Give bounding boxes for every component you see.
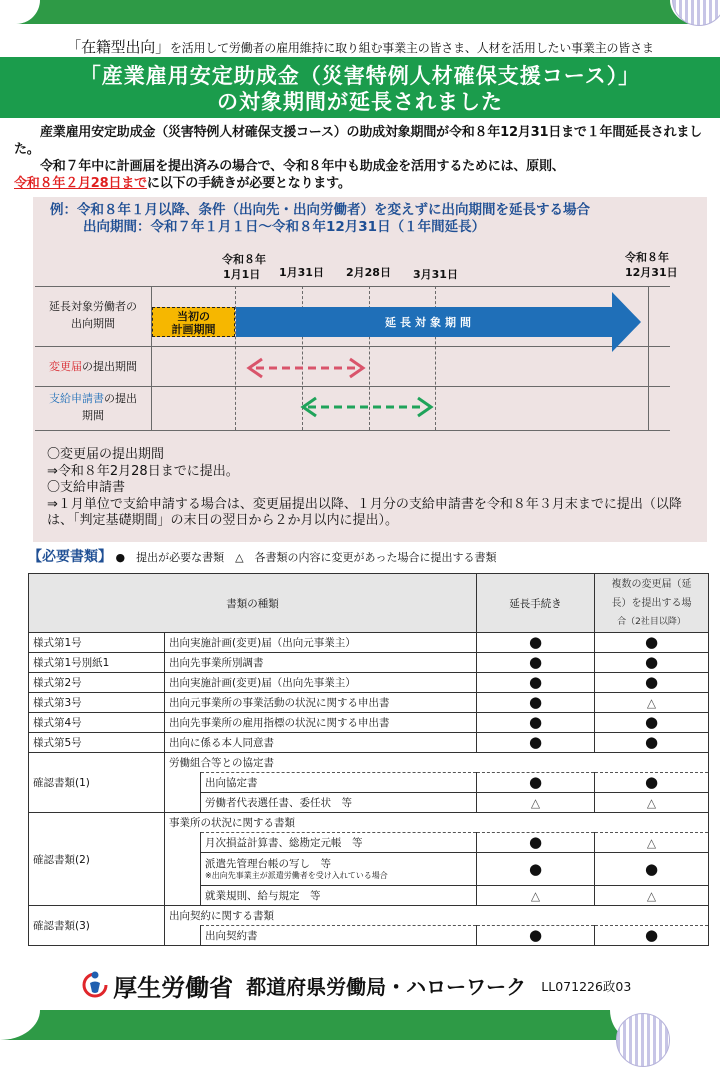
multiple-mark: ● — [595, 653, 709, 673]
date-label-jan31: 1月31日 — [279, 266, 324, 279]
extension-mark: ● — [477, 733, 595, 753]
group3-label: 確認書類(3) — [29, 906, 165, 946]
required-docs-title: 【必要書類】 — [28, 549, 112, 565]
timeline-arrows — [0, 0, 720, 440]
col-header-type: 書類の種類 — [29, 574, 477, 633]
multiple-mark: △ — [595, 793, 709, 813]
example-notes — [47, 447, 707, 530]
document-note: ※出向先事業主が派遣労働者を受け入れている場合 — [205, 871, 388, 880]
group3-heading: 出向契約に関する書類 — [165, 906, 709, 926]
initial-plan-line2: 計画期間 — [171, 323, 216, 336]
table-row — [29, 693, 709, 713]
extension-period-label: 延長対象期間 — [385, 316, 475, 329]
date-label-dec31-year: 令和８年 — [625, 251, 669, 264]
indent-cell — [165, 793, 201, 813]
group2-label: 確認書類(2) — [29, 813, 165, 906]
table-row — [29, 673, 709, 693]
date-label-jan1: 1月1日 — [223, 268, 261, 281]
note-1: 〇変更届の提出期間 — [47, 447, 165, 462]
extension-mark: ● — [477, 653, 595, 673]
indent-cell — [165, 773, 201, 793]
col-header-multiple — [595, 574, 709, 633]
row-label-target-line2: 出向期間 — [71, 317, 115, 330]
multiple-mark: △ — [595, 833, 709, 853]
intro-p2-b: に以下の手続きが必要となります。 — [146, 176, 351, 191]
date-label-dec31: 12月31日 — [625, 266, 678, 279]
form-number: 様式第1号別紙1 — [29, 653, 165, 673]
document-name: 出向先事業所別調書 — [165, 653, 477, 673]
extension-mark: ● — [477, 673, 595, 693]
col-header-multiple-line2: 長）を提出する場 — [611, 597, 692, 609]
col-header-multiple-line3: 合（2社目以降） — [617, 616, 686, 627]
intro-paragraph-1: 産業雇用安定助成金（災害特例人材確保支援コース）の助成対象期間が令和８年12月31日まで１年間延長されました。 — [14, 125, 702, 157]
page-title-line1: 「産業雇用安定助成金（災害特例人材確保支援コース）」 — [79, 64, 641, 88]
form-number: 様式第1号 — [29, 633, 165, 653]
table-row — [29, 633, 709, 653]
document-name-text: 派遣先管理台帳の写し 等 — [205, 858, 331, 870]
extension-mark: ● — [477, 693, 595, 713]
multiple-mark: ● — [595, 926, 709, 946]
document-name: 就業規則、給与規定 等 — [201, 886, 477, 906]
change-period-arrow — [249, 359, 363, 377]
extension-mark: ● — [477, 773, 595, 793]
extension-mark: ● — [477, 853, 595, 886]
row-label-change-red: 変更届 — [49, 360, 82, 373]
striped-circle-decoration-bottom — [616, 1013, 670, 1067]
form-number: 様式第5号 — [29, 733, 165, 753]
example-title-line1: 例：令和８年１月以降、条件（出向先・出向労働者）を変えずに出向期間を延長する場合 — [50, 202, 590, 218]
date-label-mar31: 3月31日 — [413, 268, 458, 281]
col-header-extension: 延長手続き — [477, 574, 595, 633]
document-name — [201, 853, 477, 886]
multiple-mark: ● — [595, 673, 709, 693]
extension-mark: △ — [477, 886, 595, 906]
audience-rest: を活用して労働者の雇用維持に取り組む事業主の皆さま、人材を活用したい事業主の皆さま — [169, 41, 654, 55]
document-name: 出向元事業所の事業活動の状況に関する申出書 — [165, 693, 477, 713]
col-header-multiple-line1: 複数の変更届（延 — [611, 578, 692, 590]
required-docs-heading — [28, 546, 496, 566]
bottom-band — [0, 1010, 720, 1040]
group1-label: 確認書類(1) — [29, 753, 165, 813]
extension-mark: △ — [477, 793, 595, 813]
group2-heading: 事業所の状況に関する書類 — [165, 813, 709, 833]
table-row — [29, 713, 709, 733]
bureau-name: 都道府県労働局・ハローワーク — [246, 975, 527, 999]
initial-plan-line1: 当初の — [177, 310, 210, 323]
intro-deadline-red: 令和８年２月28日まで — [14, 176, 147, 191]
extension-mark: ● — [477, 713, 595, 733]
ministry-name: 厚生労働省 — [113, 974, 234, 1002]
extension-mark: ● — [477, 833, 595, 853]
note-4: ⇒１月単位で支給申請する場合は、変更届提出以降、１月分の支給申請書を令和８年３月末までに提出（以降は、「判定基礎期間」の末日の翌日から２か月以内に提出）。 — [47, 496, 682, 528]
intro-p2-a: 令和７年中に計画届を提出済みの場合で、令和８年中も助成金を活用するためには、原則、 — [40, 159, 565, 174]
multiple-mark: ● — [595, 713, 709, 733]
document-name: 出向協定書 — [201, 773, 477, 793]
claim-period-arrow — [303, 398, 431, 416]
mhlw-logo-icon — [82, 970, 108, 1002]
indent-cell — [165, 886, 201, 906]
required-docs-legend: ● 提出が必要な書類 △ 各書類の内容に変更があった場合に提出する書類 — [115, 551, 497, 564]
document-code: LL071226政03 — [541, 978, 632, 994]
row-label-claim-rest2: 期間 — [82, 409, 104, 422]
row-label-claim-blue: 支給申請書 — [49, 392, 104, 405]
form-number: 様式第4号 — [29, 713, 165, 733]
multiple-mark: ● — [595, 733, 709, 753]
date-label-feb28: 2月28日 — [346, 266, 391, 279]
form-number: 様式第3号 — [29, 693, 165, 713]
document-name: 出向実施計画(変更)届（出向先事業主） — [165, 673, 477, 693]
audience-bracketed: 「在籍型出向」 — [66, 38, 170, 56]
bottom-band-notch-left — [0, 1010, 40, 1040]
extension-mark: ● — [477, 633, 595, 653]
multiple-mark: △ — [595, 886, 709, 906]
table-header-row — [29, 574, 709, 633]
table-row — [29, 653, 709, 673]
indent-cell — [165, 833, 201, 853]
multiple-mark: ● — [595, 853, 709, 886]
group3-heading-row — [29, 906, 709, 926]
table-row — [29, 733, 709, 753]
document-name: 月次損益計算書、総勘定元帳 等 — [201, 833, 477, 853]
multiple-mark: ● — [595, 773, 709, 793]
document-name: 出向実施計画(変更)届（出向元事業主） — [165, 633, 477, 653]
document-name: 労働者代表選任書、委任状 等 — [201, 793, 477, 813]
note-3: 〇支給申請書 — [47, 480, 126, 495]
row-label-target-line1: 延長対象労働者の — [49, 300, 137, 313]
page-title-line2: の対象期間が延長されました — [217, 90, 503, 114]
group2-heading-row — [29, 813, 709, 833]
note-2: ⇒令和８年2月28日までに提出。 — [47, 463, 239, 479]
footer — [82, 968, 631, 1003]
group1-heading-row — [29, 753, 709, 773]
example-title-line2: 出向期間：令和７年１月１日～令和８年12月31日（１年間延長） — [83, 219, 486, 235]
date-label-jan1-year: 令和８年 — [222, 253, 266, 266]
multiple-mark: △ — [595, 693, 709, 713]
indent-cell — [165, 853, 201, 886]
row-label-change-rest: の提出期間 — [82, 360, 137, 373]
group1-heading: 労働組合等との協定書 — [165, 753, 709, 773]
document-name: 出向に係る本人同意書 — [165, 733, 477, 753]
required-docs-table — [28, 573, 709, 946]
indent-cell — [165, 926, 201, 946]
document-name: 出向先事業所の雇用指標の状況に関する申出書 — [165, 713, 477, 733]
document-name: 出向契約書 — [201, 926, 477, 946]
extension-mark: ● — [477, 926, 595, 946]
row-label-claim-rest1: の提出 — [104, 392, 137, 405]
form-number: 様式第2号 — [29, 673, 165, 693]
multiple-mark: ● — [595, 633, 709, 653]
